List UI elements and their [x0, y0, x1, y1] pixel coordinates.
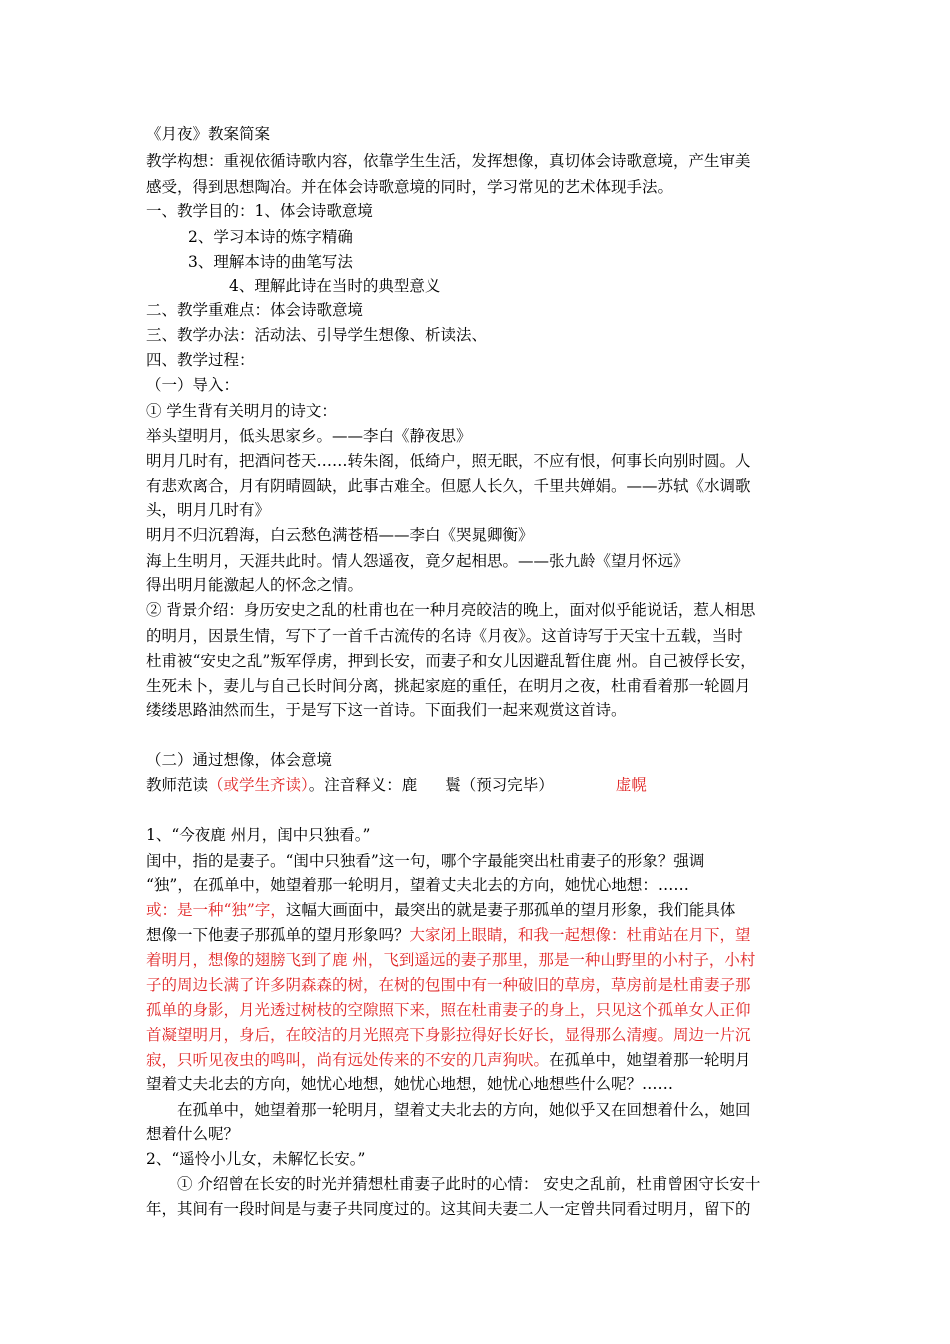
teaching-process: 四、教学过程： [146, 351, 255, 369]
reading-preview: 鬟（预习完毕） [445, 776, 554, 794]
verse-1-quote: 1、“今夜鹿 州月，闺中只独看。” [146, 826, 371, 844]
imagine-line-6: 首凝望明月，身后，在皎洁的月光照亮下身影拉得好长好长，显得那么清瘦。周边一片沉 [146, 1026, 751, 1044]
verse-1-para-line-1: 闺中，指的是妻子。“闺中只独看”这一句，哪个字最能突出杜甫妻子的形象？强调 [146, 852, 705, 870]
reading-teacher: 教师范读 [146, 776, 209, 794]
teaching-goal-1: 一、教学目的：1、体会诗歌意境 [146, 202, 373, 220]
poem-line-2b: 有悲欢离合，月有阴晴圆缺，此事古难全。但愿人长久，千里共婵娟。——苏轼《水调歌 [146, 477, 751, 495]
imagine-line-7 [146, 1050, 751, 1070]
imagine-line-1-red: 或：是一种“独”字， [146, 901, 286, 919]
teaching-goal-3: 3、理解本诗的曲笔写法 [188, 253, 353, 271]
poem-line-1: 举头望明月，低头思家乡。——李白《静夜思》 [146, 427, 472, 445]
imagine-line-2 [146, 925, 751, 945]
changan-intro-line-2: 年，其间有一段时间是与妻子共同度过的。这其间夫妻二人一定曾共同看过明月，留下的 [146, 1200, 751, 1218]
verse-1-para-line-2: “独”，在孤单中，她望着那一轮明月，望着丈夫北去的方向，她忧心地想：…… [146, 876, 689, 894]
poem-line-2a: 明月几时有，把酒问苍天……转朱阁，低绮户，照无眠，不应有恨，何事长向别时圆。人 [146, 452, 751, 470]
imagine-line-7-red: 寂，只听见夜虫的鸣叫，尚有远处传来的不安的几声狗吠。 [146, 1051, 550, 1069]
recall-line-1: 在孤单中，她望着那一轮明月，望着丈夫北去的方向，她似乎又在回想着什么，她回 [177, 1101, 751, 1119]
doc-title: 《月夜》教案简案 [146, 125, 271, 143]
reading-notes: 。注音释义：鹿 [308, 776, 418, 794]
imagine-line-7-black: 在孤单中，她望着那一轮明月 [549, 1051, 751, 1069]
intro-conclusion: 得出明月能激起人的怀念之情。 [146, 576, 364, 594]
imagine-line-8: 望着丈夫北去的方向，她忧心地想，她忧心地想，她忧心地想些什么呢？…… [146, 1075, 674, 1093]
background-line-5: 缕缕思路油然而生，于是写下这一首诗。下面我们一起来观赏这首诗。 [146, 701, 627, 719]
imagine-line-2-black: 想像一下他妻子那孤单的望月形象吗？ [146, 926, 410, 944]
section-2-heading: （二）通过想像，体会意境 [146, 751, 333, 769]
reading-students-alt: （或学生齐读） [208, 776, 309, 794]
key-difficulty: 二、教学重难点：体会诗歌意境 [146, 301, 364, 319]
background-line-4: 生死未卜，妻儿与自己长时间分离，挑起家庭的重任，在明月之夜，杜甫看着那一轮圆月 [146, 677, 751, 695]
reading-xuhuang: 虚幌 [615, 776, 647, 794]
teaching-concept-line-2: 感受，得到思想陶冶。并在体会诗歌意境的同时，学习常见的艺术体现手法。 [146, 178, 674, 196]
imagine-line-5: 孤单的身影，月光透过树枝的空隙照下来，照在杜甫妻子的身上，只见这个孤单女人正仰 [146, 1001, 751, 1019]
poem-line-3: 明月不归沉碧海，白云愁色满苍梧——李白《哭晁卿衡》 [146, 526, 534, 544]
recall-line-2: 想着什么呢？ [146, 1125, 240, 1143]
reading-line [146, 775, 647, 795]
background-line-1: ② 背景介绍：身历安史之乱的杜甫也在一种月亮皎洁的晚上，面对似乎能说话，惹人相思 [146, 601, 756, 619]
intro-step-1: ① 学生背有关明月的诗文： [146, 402, 337, 420]
teaching-goal-2: 2、学习本诗的炼字精确 [188, 228, 353, 246]
changan-intro-line-1: ① 介绍曾在长安的时光并猜想杜甫妻子此时的心情： 安史之乱前，杜甫曾困守长安十 [177, 1175, 761, 1193]
background-line-3: 杜甫被“安史之乱”叛军俘虏，押到长安，而妻子和女儿因避乱暂住鹿 州。自己被俘长安， [146, 652, 756, 670]
imagine-line-4: 子的周边长满了许多阴森森的树，在树的包围中有一种破旧的草房，草房前是杜甫妻子那 [146, 976, 751, 994]
poem-line-4: 海上生明月，天涯共此时。情人怨遥夜，竟夕起相思。——张九龄《望月怀远》 [146, 552, 689, 570]
background-line-2: 的明月，因景生情，写下了一首千古流传的名诗《月夜》。这首诗写于天宝十五载，当时 [146, 627, 743, 645]
imagine-line-1 [146, 900, 735, 920]
teaching-method: 三、教学办法：活动法、引导学生想像、析读法、 [146, 326, 488, 344]
poem-line-2c: 头，明月几时有》 [146, 501, 271, 519]
imagine-line-1-black: 这幅大画面中，最突出的就是妻子那孤单的望月形象，我们能具体 [285, 901, 736, 919]
imagine-line-2-red: 大家闭上眼睛，和我一起想像：杜甫站在月下，望 [409, 926, 751, 944]
teaching-goal-4: 4、理解此诗在当时的典型意义 [229, 277, 441, 295]
imagine-line-3: 着明月，想像的翅膀飞到了鹿 州，飞到遥远的妻子那里，那是一种山野里的小村子，小村 [146, 951, 756, 969]
verse-2-quote: 2、“遥怜小儿女，未解忆长安。” [146, 1150, 366, 1168]
teaching-concept-line-1: 教学构想：重视依循诗歌内容，依靠学生生活，发挥想像，真切体会诗歌意境，产生审美 [146, 152, 751, 170]
intro-heading: （一）导入： [146, 376, 240, 394]
